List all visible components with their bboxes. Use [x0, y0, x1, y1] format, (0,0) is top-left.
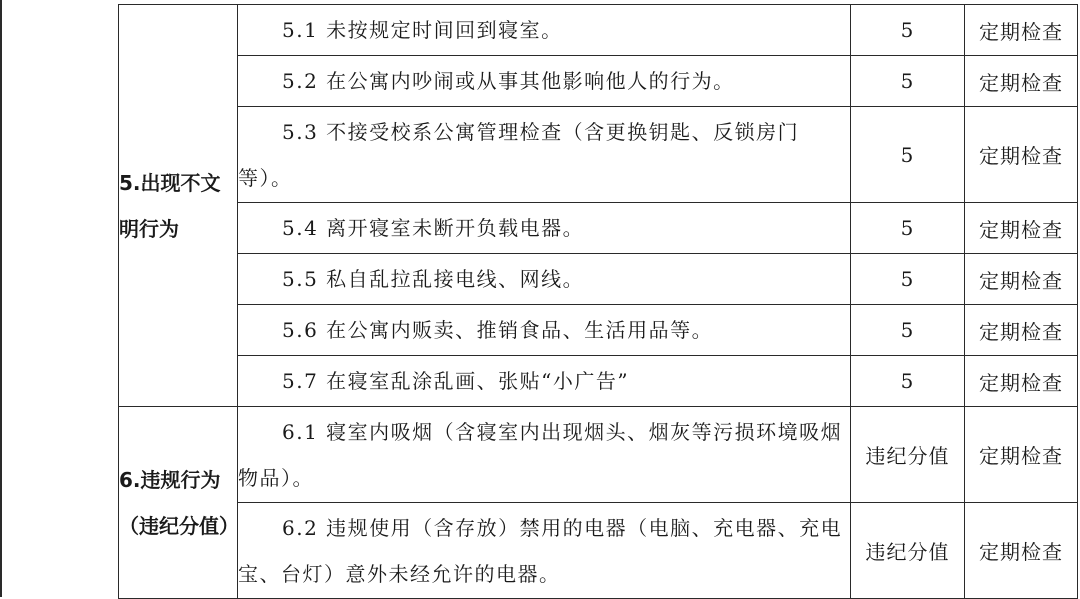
score-cell: 违纪分值	[851, 407, 965, 503]
method-cell: 定期检查	[965, 203, 1078, 254]
method-cell: 定期检查	[965, 254, 1078, 305]
category-label: 5.出现不文明行为	[119, 170, 221, 241]
score-cell: 5	[851, 254, 965, 305]
category-cell	[119, 407, 238, 599]
method-cell: 定期检查	[965, 305, 1078, 356]
table-row	[119, 56, 1078, 107]
score-cell: 5	[851, 56, 965, 107]
score-cell: 5	[851, 356, 965, 407]
method-cell: 定期检查	[965, 107, 1078, 203]
item-cell: 6.1 寝室内吸烟（含寝室内出现烟头、烟灰等污损环境吸烟物品）。	[238, 407, 851, 503]
method-cell: 定期检查	[965, 356, 1078, 407]
item-cell: 5.6 在公寓内贩卖、推销食品、生活用品等。	[238, 305, 851, 356]
item-cell: 6.2 违规使用（含存放）禁用的电器（电脑、充电器、充电宝、台灯）意外未经允许的电器。	[238, 503, 851, 599]
table-left-border	[0, 0, 2, 597]
table-row	[119, 5, 1078, 56]
table-row	[119, 107, 1078, 203]
method-cell: 定期检查	[965, 5, 1078, 56]
method-cell: 定期检查	[965, 56, 1078, 107]
score-cell: 5	[851, 203, 965, 254]
method-cell: 定期检查	[965, 407, 1078, 503]
category-cell	[119, 5, 238, 407]
item-cell: 5.4 离开寝室未断开负载电器。	[238, 203, 851, 254]
table-row	[119, 203, 1078, 254]
item-cell: 5.7 在寝室乱涂乱画、张贴“小广告”	[238, 356, 851, 407]
category-label: 6.违规行为（违纪分值）	[119, 467, 239, 538]
method-cell: 定期检查	[965, 503, 1078, 599]
table-row	[119, 254, 1078, 305]
item-cell: 5.5 私自乱拉乱接电线、网线。	[238, 254, 851, 305]
score-cell: 违纪分值	[851, 503, 965, 599]
table-row	[119, 407, 1078, 503]
table-row	[119, 356, 1078, 407]
score-cell: 5	[851, 305, 965, 356]
item-cell: 5.1 未按规定时间回到寝室。	[238, 5, 851, 56]
rules-table	[118, 4, 1078, 599]
table-row	[119, 305, 1078, 356]
score-cell: 5	[851, 5, 965, 56]
item-cell: 5.2 在公寓内吵闹或从事其他影响他人的行为。	[238, 56, 851, 107]
item-cell: 5.3 不接受校系公寓管理检查（含更换钥匙、反锁房门等）。	[238, 107, 851, 203]
score-cell: 5	[851, 107, 965, 203]
table-row	[119, 503, 1078, 599]
